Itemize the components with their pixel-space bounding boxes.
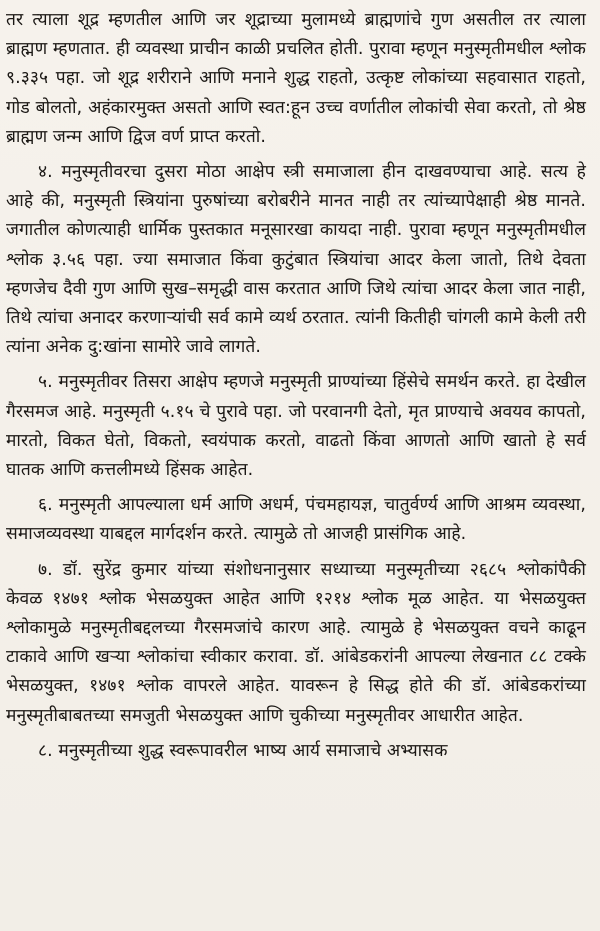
paragraph-point-4: ४. मनुस्मृतीवरचा दुसरा मोठा आक्षेप स्त्री समाजाला हीन दाखवण्याचा आहे. सत्य हे आहे की, मनुस्मृती स्त्रियांना पुरुषांच्या बरोबरीने मानत नाही तर त्यांच्यापेक्षाही श्रेष्ठ मानते. जगातील कोणत्याही धार्मिक पुस्तकात मनूसारखा कायदा नाही. पुरावा म्हणून मनुस्मृतीमधील श्लोक ३.५६ पहा. ज्या समाजात किंवा कुटुंबात स्त्रियांचा आदर केला जातो, तिथे देवता म्हणजेच दैवी गुण आणि सुख–समृद्धी वास करतात आणि जिथे त्यांचा आदर केला जात नाही, तिथे त्यांचा अनादर करणाऱ्यांची सर्व कामे व्यर्थ ठरतात. त्यांनी कितीही चांगली कामे केली तरी त्यांना अनेक दु:खांना सामोरे जावे लागते. — [6, 162, 586, 358]
paragraph-shudra-brahmin: तर त्याला शूद्र म्हणतील आणि जर शूद्राच्या मुलामध्ये ब्राह्मणांचे गुण असतील तर त्याला ब्राह्मण म्हणतात. ही व्यवस्था प्राचीन काळी प्रचलित होती. पुरावा म्हणून मनुस्मृतीमधील श्लोक ९.३३५ पहा. जो शूद्र शरीराने आणि मनाने शुद्ध राहतो, उत्कृष्ट लोकांच्या सहवासात राहतो, गोड बोलतो, अहंकारमुक्त असतो आणि स्वत:हून उच्च वर्णातील लोकांची सेवा करतो, तो श्रेष्ठ ब्राह्मण जन्म आणि द्विज वर्ण प्राप्त करतो. — [6, 10, 586, 147]
paragraph-point-5: ५. मनुस्मृतीवर तिसरा आक्षेप म्हणजे मनुस्मृती प्राण्यांच्या हिंसेचे समर्थन करते. हा देखील गैरसमज आहे. मनुस्मृती ५.१५ चे पुरावे पहा. जो परवानगी देतो, मृत प्राण्याचे अवयव कापतो, मारतो, विकत घेतो, विकतो, स्वयंपाक करतो, वाढतो किंवा आणतो आणि खातो हे सर्व घातक आणि कत्तलीमध्ये हिंसक आहेत. — [6, 372, 586, 481]
paragraph-point-7: ७. डॉ. सुरेंद्र कुमार यांच्या संशोधनानुसार सध्याच्या मनुस्मृतीच्या २६८५ श्लोकांपैकी केवळ १४७१ श्लोक भेसळयुक्त आहेत आणि १२१४ श्लोक मूळ आहेत. या भेसळयुक्त श्लोकामुळे मनुस्मृतीबद्दलच्या गैरसमजांचे कारण आहे. त्यामुळे हे भेसळयुक्त वचने काढून टाकावे आणि खऱ्या श्लोकांचा स्वीकार करावा. डॉ. आंबेडकरांनी आपल्या लेखनात ८८ टक्के भेसळयुक्त, १४७१ श्लोक वापरले आहेत. यावरून हे सिद्ध होते की डॉ. आंबेडकरांच्या मनुस्मृतीबाबतच्या समजुती भेसळयुक्त आणि चुकीच्या मनुस्मृतीवर आधारीत आहेत. — [6, 559, 586, 726]
paragraph-point-8: ८. मनुस्मृतीच्या शुद्ध स्वरूपावरील भाष्य आर्य समाजाचे अभ्यासक — [38, 740, 448, 761]
paragraph-point-6: ६. मनुस्मृती आपल्याला धर्म आणि अधर्म, पंचमहायज्ञ, चातुर्वर्ण्य आणि आश्रम व्यवस्था, समाजव्यवस्था याबद्दल मार्गदर्शन करते. त्यामुळे तो आजही प्रासंगिक आहे. — [6, 495, 586, 545]
